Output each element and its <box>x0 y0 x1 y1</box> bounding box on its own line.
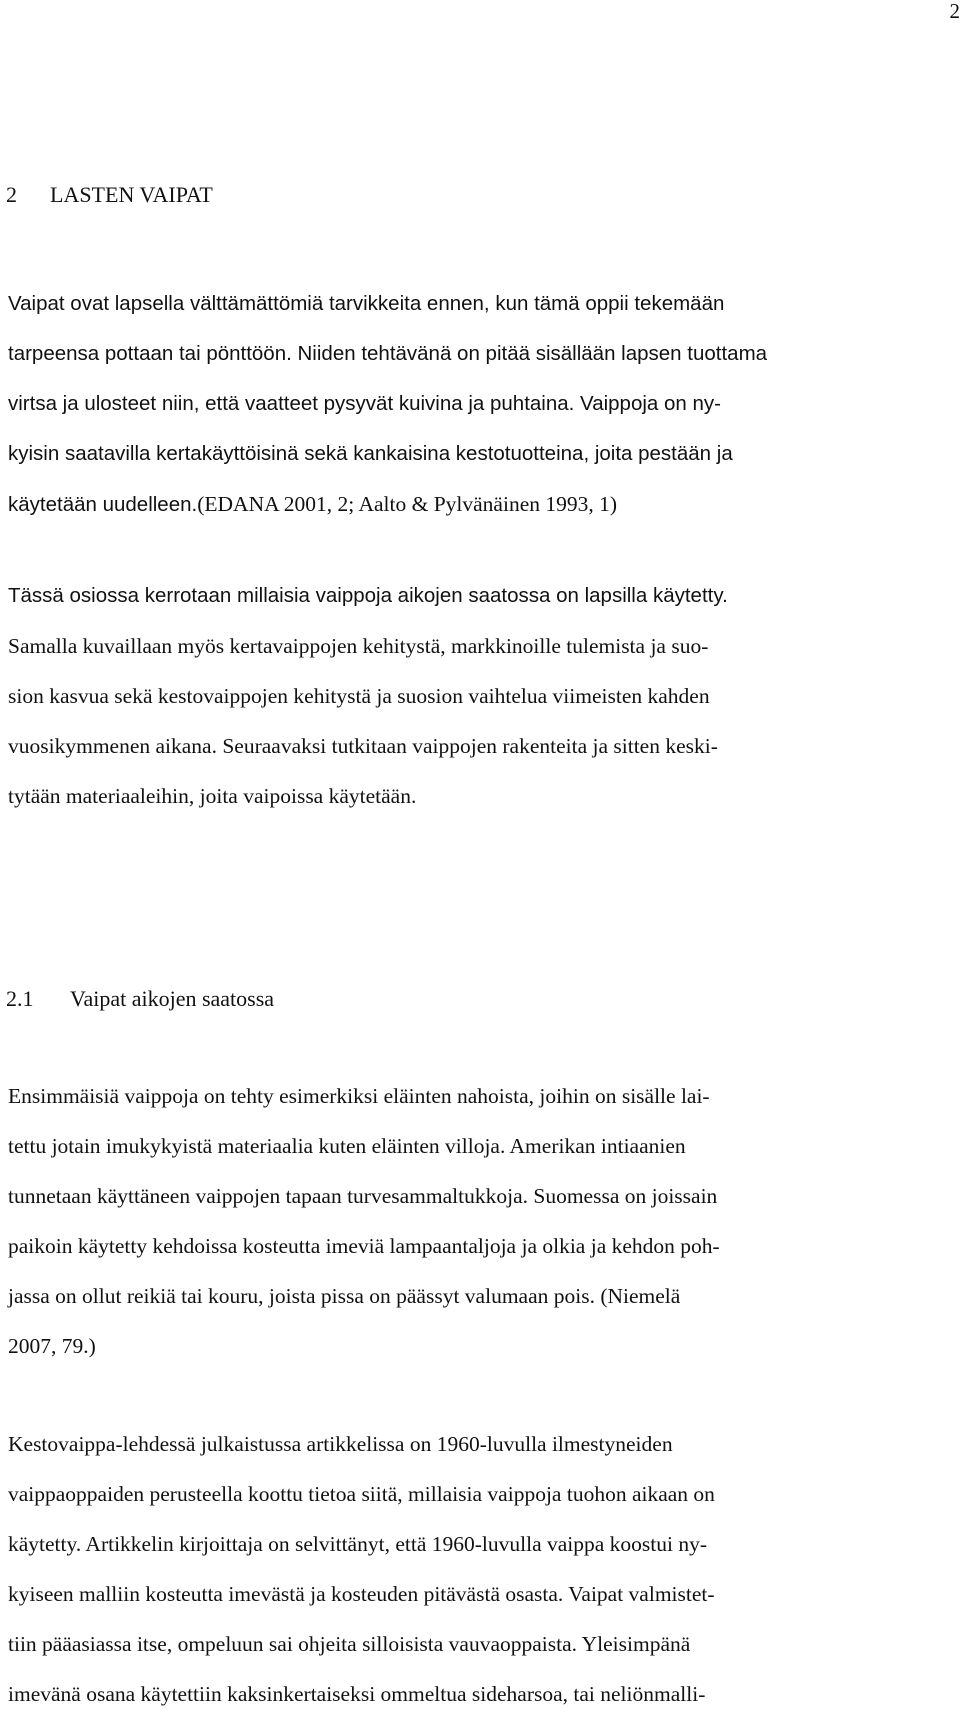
subsection-heading <box>6 988 274 1010</box>
paragraph-line: Tässä osiossa kerrotaan millaisia vaippoja aikojen saatossa on lapsilla käytetty. <box>8 584 728 607</box>
paragraph-line: kyiseen malliin kosteutta imevästä ja kosteuden pitävästä osasta. Vaipat valmistet- <box>8 1582 715 1606</box>
paragraph-line: Kestovaippa-lehdessä julkaistussa artikkelissa on 1960-luvulla ilmestyneiden <box>8 1432 673 1456</box>
paragraph-line: paikoin käytetty kehdoissa kosteutta imeviä lampaantaljoja ja olkia ja kehdon poh- <box>8 1234 720 1258</box>
page-number: 2 <box>949 0 960 23</box>
section-number: 2 <box>6 182 17 207</box>
paragraph-line: vuosikymmenen aikana. Seuraavaksi tutkitaan vaippojen rakenteita ja sitten keski- <box>8 734 718 758</box>
paragraph-line: Vaipat ovat lapsella välttämättömiä tarvikkeita ennen, kun tämä oppii tekemään <box>8 292 725 315</box>
paragraph-line: tunnetaan käyttäneen vaippojen tapaan turvesammaltukkoja. Suomessa on joissain <box>8 1184 718 1208</box>
paragraph-line: 2007, 79.) <box>8 1334 96 1358</box>
paragraph-line: Ensimmäisiä vaippoja on tehty esimerkiksi eläinten nahoista, joihin on sisälle lai- <box>8 1084 710 1108</box>
section-title: LASTEN VAIPAT <box>50 182 213 207</box>
paragraph-line <box>8 492 617 517</box>
paragraph-line: tarpeensa pottaan tai pönttöön. Niiden tehtävänä on pitää sisällään lapsen tuottama <box>8 342 768 365</box>
citation: (EDANA 2001, 2; Aalto & Pylvänäinen 1993, 1) <box>197 492 618 516</box>
subsection-title: Vaipat aikojen saatossa <box>70 986 275 1011</box>
paragraph-line: tytään materiaaleihin, joita vaipoissa käytetään. <box>8 784 417 808</box>
paragraph-line: vaippaoppaiden perusteella koottu tietoa siitä, millaisia vaippoja tuohon aikaan on <box>8 1482 715 1506</box>
section-heading <box>6 184 213 206</box>
paragraph-line: käytetty. Artikkelin kirjoittaja on selvittänyt, että 1960-luvulla vaippa koostui ny- <box>8 1532 708 1556</box>
paragraph-line: imevänä osana käytettiin kaksinkertaiseksi ommeltua sideharsoa, tai neliönmalli- <box>8 1682 706 1706</box>
paragraph-line: jassa on ollut reikiä tai kouru, joista pissa on päässyt valumaan pois. (Niemelä <box>8 1284 681 1308</box>
paragraph-line: sion kasvua sekä kestovaippojen kehitystä ja suosion vaihtelua viimeisten kahden <box>8 684 710 708</box>
paragraph-line: kyisin saatavilla kertakäyttöisinä sekä kankaisina kestotuotteina, joita pestään ja <box>8 442 733 465</box>
paragraph-line: virtsa ja ulosteet niin, että vaatteet pysyvät kuivina ja puhtaina. Vaippoja on ny- <box>8 392 721 415</box>
paragraph-text: käytetään uudelleen. <box>8 493 198 516</box>
paragraph-line: tettu jotain imukykyistä materiaalia kuten eläinten villoja. Amerikan intiaanien <box>8 1134 686 1158</box>
paragraph-line: Samalla kuvaillaan myös kertavaippojen kehitystä, markkinoille tulemista ja suo- <box>8 634 709 658</box>
subsection-number: 2.1 <box>6 986 34 1011</box>
paragraph-line: tiin pääasiassa itse, ompeluun sai ohjeita silloisista vauvaoppaista. Yleisimpänä <box>8 1632 691 1656</box>
